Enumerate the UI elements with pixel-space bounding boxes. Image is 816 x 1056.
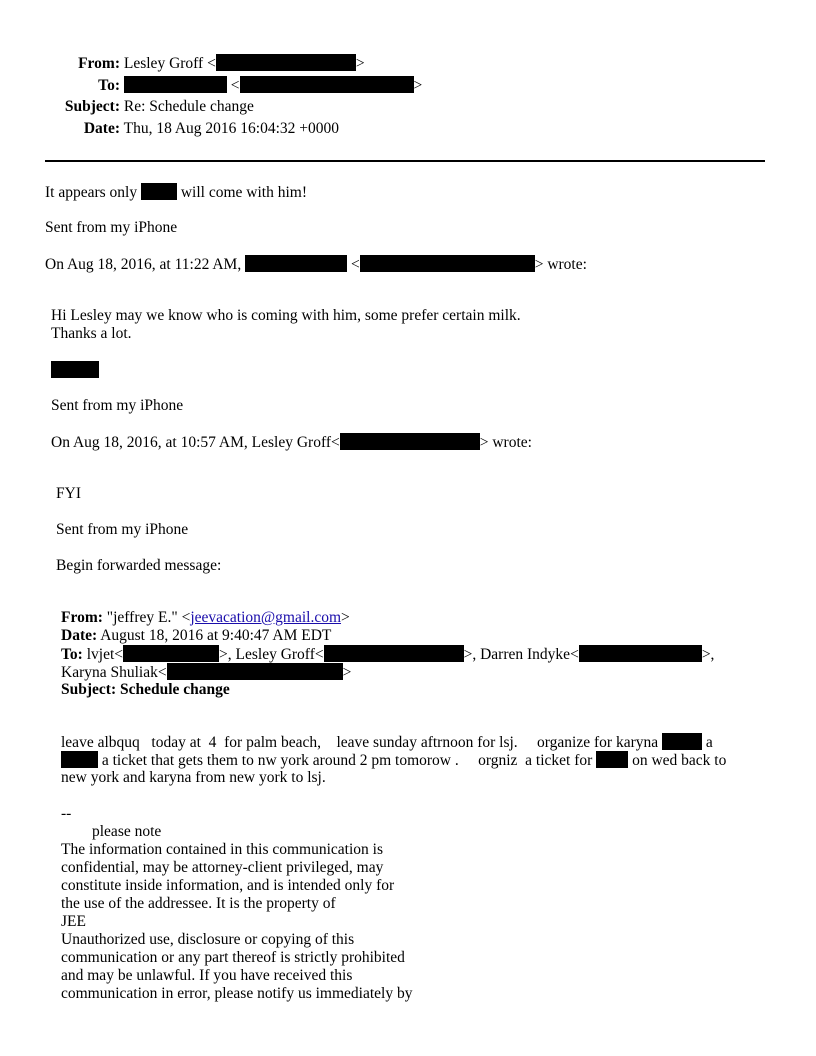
body-text: on wed back to (632, 752, 727, 769)
header-from-name: Lesley Groff (123, 55, 204, 72)
reply1-quote-intro: On Aug 18, 2016, at 11:22 AM, < > wrote: (45, 256, 587, 273)
header-subject: Re: Schedule change (123, 98, 254, 115)
reply2-quote-intro: On Aug 18, 2016, at 10:57 AM, Lesley Groff< > wrote: (51, 434, 532, 451)
forwarded-from-label: From: (61, 609, 103, 626)
header-subject-label: Subject: (64, 98, 120, 115)
header-from-label: From: (78, 55, 120, 72)
redaction-box (123, 645, 219, 662)
forwarded-to-row: To: lvjet< >, Lesley Groff< >, Darren Indyke< >, (61, 646, 715, 663)
redaction-box (51, 361, 99, 378)
reply2-redacted-name (51, 361, 99, 380)
forwarded-subject-row (61, 681, 230, 699)
header-date-label: Date: (83, 120, 120, 137)
redaction-box (167, 663, 343, 680)
quote-intro-wrote: wrote: (492, 434, 532, 451)
recipient-name: Lesley Groff (235, 646, 315, 663)
forwarded-subject: Schedule change (119, 681, 230, 698)
disclaimer-line: communication in error, please notify us immediately by (61, 985, 413, 1002)
redaction-box (245, 255, 347, 272)
forwarded-body-line1 (61, 733, 713, 752)
disclaimer-line: Unauthorized use, disclosure or copying of this (61, 931, 355, 948)
header-date-row (40, 120, 339, 138)
quote-intro-text: On Aug 18, 2016, at 10:57 AM, Lesley Groff (51, 434, 331, 451)
disclaimer-line: constitute inside information, and is intended only for (61, 877, 395, 894)
reply1-text-after: will come with him! (180, 184, 307, 201)
redaction-box (340, 433, 480, 450)
disclaimer-please-note: please note (92, 823, 162, 840)
reply3-fyi: FYI (56, 485, 81, 502)
forwarded-to-row-cont: Karyna Shuliak< > (61, 664, 352, 681)
reply2-line1: Hi Lesley may we know who is coming with him, some prefer certain milk. (51, 307, 521, 324)
redaction-box (324, 645, 464, 662)
disclaimer-line: The information contained in this communication is (61, 841, 383, 858)
forwarded-to-label: To: (61, 646, 83, 663)
quote-intro-text: On Aug 18, 2016, at 11:22 AM, (45, 256, 242, 273)
header-to-label: To: (98, 77, 120, 94)
forwarded-from-row: From: "jeffrey E." <jeevacation@gmail.com> (61, 609, 350, 626)
reply2-signature: Sent from my iPhone (51, 397, 184, 414)
reply3-signature: Sent from my iPhone (56, 521, 189, 538)
reply2-line2: Thanks a lot. (51, 325, 132, 342)
redaction-box (141, 183, 177, 200)
disclaimer-line: and may be unlawful. If you have received this (61, 967, 353, 984)
sender-email-link[interactable]: jeevacation@gmail.com (190, 609, 342, 626)
reply3-forward-intro: Begin forwarded message: (56, 557, 222, 574)
disclaimer-line: communication or any part thereof is strictly prohibited (61, 949, 405, 966)
disclaimer-line: JEE (61, 913, 86, 930)
forwarded-subject-label: Subject: (61, 681, 117, 698)
redaction-box (216, 54, 356, 71)
header-subject-row (40, 98, 254, 116)
header-date: Thu, 18 Aug 2016 16:04:32 +0000 (123, 120, 340, 137)
header-to-row: To: < > (40, 76, 422, 95)
forwarded-date-row (61, 627, 331, 645)
forwarded-date-label: Date: (61, 627, 98, 644)
redaction-box (61, 751, 98, 768)
recipient-name: Karyna Shuliak (61, 664, 158, 681)
forwarded-date: August 18, 2016 at 9:40:47 AM EDT (100, 627, 332, 644)
disclaimer-line: the use of the addressee. It is the property of (61, 895, 336, 912)
redaction-box (360, 255, 535, 272)
redaction-box (596, 751, 628, 768)
redaction-box (124, 76, 227, 93)
recipient-name: lvjet (86, 646, 115, 663)
quote-intro-wrote: wrote: (547, 256, 587, 273)
recipient-name: Darren Indyke (480, 646, 571, 663)
body-text: a (705, 734, 713, 751)
header-from-row: From: Lesley Groff < > (40, 54, 365, 73)
reply1-signature: Sent from my iPhone (45, 219, 178, 236)
redaction-box (240, 76, 414, 93)
disclaimer-line: confidential, may be attorney-client privileged, may (61, 859, 384, 876)
reply1-line (45, 183, 307, 202)
forwarded-body-line3: new york and karyna from new york to lsj. (61, 769, 326, 786)
reply1-text-before: It appears only (45, 184, 138, 201)
redaction-box (662, 733, 702, 750)
redaction-box (579, 645, 702, 662)
body-text: leave albquq today at 4 for palm beach, leave sunday aftrnoon for lsj. organize for karyna (61, 734, 659, 751)
signature-separator: -- (61, 805, 72, 822)
forwarded-body-line2 (61, 751, 726, 770)
forwarded-from-name: "jeffrey E." (106, 609, 178, 626)
header-divider (45, 160, 765, 162)
body-text: a ticket that gets them to nw york around 2 pm tomorow . orgniz a ticket for (101, 752, 593, 769)
